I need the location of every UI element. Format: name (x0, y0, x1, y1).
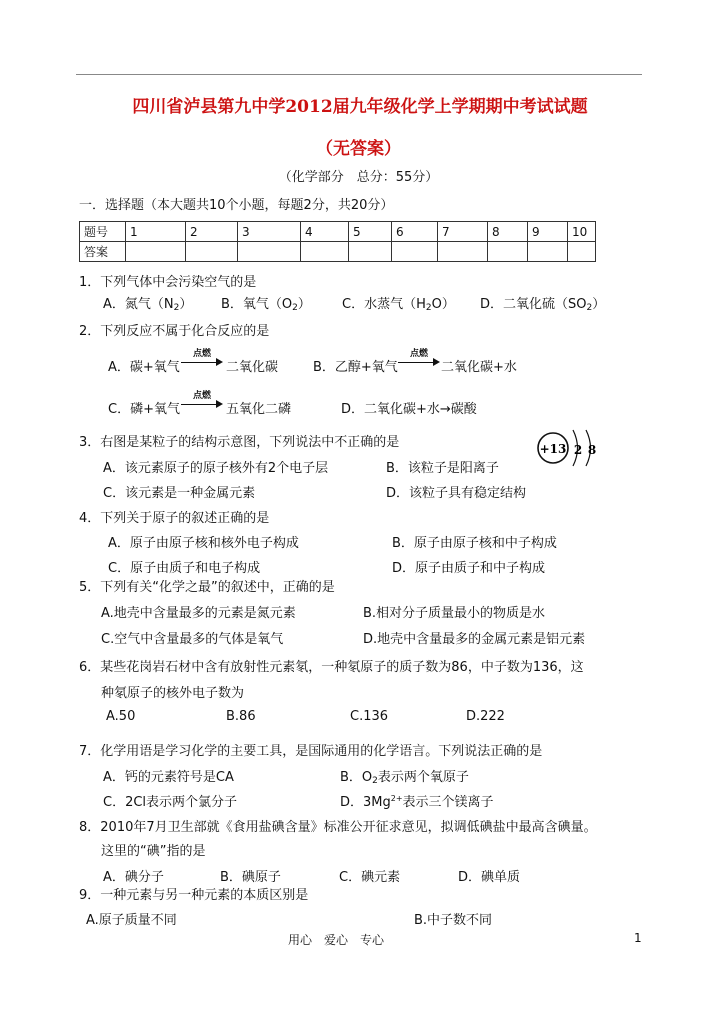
question-3-option-b: B．该粒子是阳离子 (386, 461, 499, 476)
subscript: 2 (372, 776, 378, 786)
question-7-stem: 7．化学用语是学习化学的主要工具，是国际通用的化学语言。下列说法正确的是 (79, 744, 543, 759)
arrow-head (216, 358, 223, 366)
page-subtitle: （化学部分 总分：55分） (278, 170, 439, 185)
question-8-option-c: C．碘元素 (339, 870, 401, 885)
question-1-stem: 1．下列气体中会污染空气的是 (79, 275, 257, 290)
question-8-option-d: D．碘单质 (458, 870, 521, 885)
option-text: D．二氧化硫（SO (480, 297, 587, 312)
question-5-option-d: D.地壳中含量最多的金属元素是铝元素 (363, 632, 586, 647)
table-cell: 2 (186, 222, 238, 242)
question-6-option-b: B.86 (226, 709, 256, 724)
question-6-option-a: A.50 (106, 709, 136, 724)
question-5-stem: 5．下列有关“化学之最”的叙述中，正确的是 (79, 580, 335, 595)
table-cell: 9 (528, 222, 568, 242)
shell-1-electrons: 2 (573, 443, 583, 457)
question-3-stem: 3．右图是某粒子的结构示意图，下列说法中不正确的是 (79, 435, 400, 450)
question-8-option-a: A．碘分子 (103, 870, 164, 885)
arrow-label: 点燃 (192, 349, 211, 359)
question-4-option-d: D．原子由质子和中子构成 (392, 561, 546, 576)
question-6-option-c: C.136 (350, 709, 389, 724)
question-2-stem: 2．下列反应不属于化合反应的是 (79, 324, 270, 339)
question-4-option-c: C．原子由质子和电子构成 (108, 561, 261, 576)
answer-cell (568, 242, 596, 262)
option-text: ） (297, 297, 311, 312)
arrow-head (433, 358, 440, 366)
answer-table (79, 221, 596, 262)
question-6-stem-cont: 种氡原子的核外电子数为 (101, 686, 245, 701)
question-2-option-b-left: B．乙醇+氧气 (313, 360, 398, 375)
question-4-option-b: B．原子由原子核和中子构成 (392, 536, 557, 551)
question-2-option-d: D．二氧化碳+水→碳酸 (341, 402, 477, 417)
reaction-arrow (181, 391, 223, 412)
question-6-option-d: D.222 (466, 709, 505, 724)
arrow-shaft (181, 362, 217, 363)
question-1-option-b (221, 293, 311, 313)
answer-cell (126, 242, 186, 262)
question-9-stem: 9．一种元素与另一种元素的本质区别是 (79, 888, 309, 903)
question-1-option-c (342, 293, 455, 313)
arrow-head (216, 400, 223, 408)
page-number: 1 (634, 931, 642, 945)
question-3-option-a: A．该元素原子的原子核外有2个电子层 (103, 461, 329, 476)
shell-2-electrons: 8 (587, 443, 597, 457)
question-9-option-b: B.中子数不同 (414, 913, 493, 928)
question-5-option-c: C.空气中含量最多的气体是氧气 (101, 632, 284, 647)
question-4-stem: 4．下列关于原子的叙述正确的是 (79, 511, 270, 526)
page-title: 四川省泸县第九中学2012届九年级化学上学期期中考试试题 (132, 97, 588, 117)
option-text: B．O (340, 770, 373, 785)
answer-cell (186, 242, 238, 262)
question-7-option-b (340, 766, 469, 786)
question-1-option-d (480, 293, 605, 313)
table-cell: 8 (488, 222, 528, 242)
answer-cell (528, 242, 568, 262)
subscript: 2 (173, 303, 180, 313)
option-text: B．氧气（O (221, 297, 293, 312)
question-8-stem-cont: 这里的“碘”指的是 (101, 844, 206, 859)
question-3-option-d: D．该粒子具有稳定结构 (386, 486, 527, 501)
table-row (80, 222, 596, 242)
question-4-option-a: A．原子由原子核和核外电子构成 (108, 536, 299, 551)
question-5-option-a: A.地壳中含量最多的元素是氮元素 (101, 606, 296, 621)
table-cell: 6 (392, 222, 438, 242)
question-5-option-b: B.相对分子质量最小的物质是水 (363, 606, 546, 621)
answer-cell (488, 242, 528, 262)
nucleus-charge: +13 (539, 442, 567, 456)
table-cell: 7 (438, 222, 488, 242)
question-7-option-a: A．钙的元素符号是CA (103, 770, 234, 785)
option-text: ） (592, 297, 606, 312)
question-2-option-a-left: A．碳+氧气 (108, 360, 180, 375)
arrow-label: 点燃 (409, 349, 428, 359)
answer-cell (438, 242, 488, 262)
option-text: 表示三个镁离子 (402, 795, 494, 810)
subscript: 2 (425, 303, 432, 313)
atomic-structure-diagram (530, 424, 610, 472)
arrow-shaft (398, 362, 434, 363)
question-7-option-d (340, 791, 494, 810)
answer-cell (349, 242, 392, 262)
header-rule (76, 74, 642, 75)
question-2-option-c-right: 五氧化二磷 (226, 402, 292, 417)
reaction-arrow (181, 349, 223, 370)
table-cell: 3 (238, 222, 301, 242)
arrow-shaft (181, 404, 217, 405)
reaction-arrow (398, 349, 440, 370)
option-text: C．水蒸气（H (342, 297, 426, 312)
answer-cell (238, 242, 301, 262)
table-cell: 5 (349, 222, 392, 242)
footer-motto: 用心 爱心 专心 (288, 933, 385, 947)
section-heading: 一．选择题（本大题共10个小题，每题2分，共20分） (79, 198, 394, 213)
question-8-option-b: B．碘原子 (220, 870, 281, 885)
question-3-option-c: C．该元素是一种金属元素 (103, 486, 256, 501)
table-cell: 1 (126, 222, 186, 242)
table-cell: 4 (301, 222, 349, 242)
question-9-option-a: A.原子质量不同 (86, 913, 177, 928)
answer-cell (301, 242, 349, 262)
option-text: ） (179, 297, 193, 312)
question-2-option-c-left: C．磷+氧气 (108, 402, 180, 417)
option-text: D．3Mg (340, 795, 391, 810)
superscript: 2+ (390, 794, 403, 803)
question-8-stem: 8．2010年7月卫生部就《食用盐碘含量》标准公开征求意见，拟调低碘盐中最高含碘量。 (79, 820, 597, 835)
table-cell: 10 (568, 222, 596, 242)
table-row (80, 242, 596, 262)
table-row-label: 答案 (80, 242, 126, 262)
subscript: 2 (586, 303, 593, 313)
answer-cell (392, 242, 438, 262)
question-7-option-c: C．2Cl表示两个氯分子 (103, 795, 238, 810)
subscript: 2 (292, 303, 298, 313)
option-text: O） (431, 297, 455, 312)
option-text: 表示两个氧原子 (377, 770, 469, 785)
page-title-note: （无答案） (316, 139, 401, 159)
question-1-option-a (103, 293, 192, 313)
arrow-label: 点燃 (192, 391, 211, 401)
option-text: A．氮气（N (103, 297, 174, 312)
question-2-option-b-right: 二氧化碳+水 (441, 360, 517, 375)
question-2-option-a-right: 二氧化碳 (226, 360, 279, 375)
table-row-label: 题号 (80, 222, 126, 242)
question-6-stem: 6．某些花岗岩石材中含有放射性元素氡，一种氡原子的质子数为86，中子数为136，这 (79, 660, 584, 675)
